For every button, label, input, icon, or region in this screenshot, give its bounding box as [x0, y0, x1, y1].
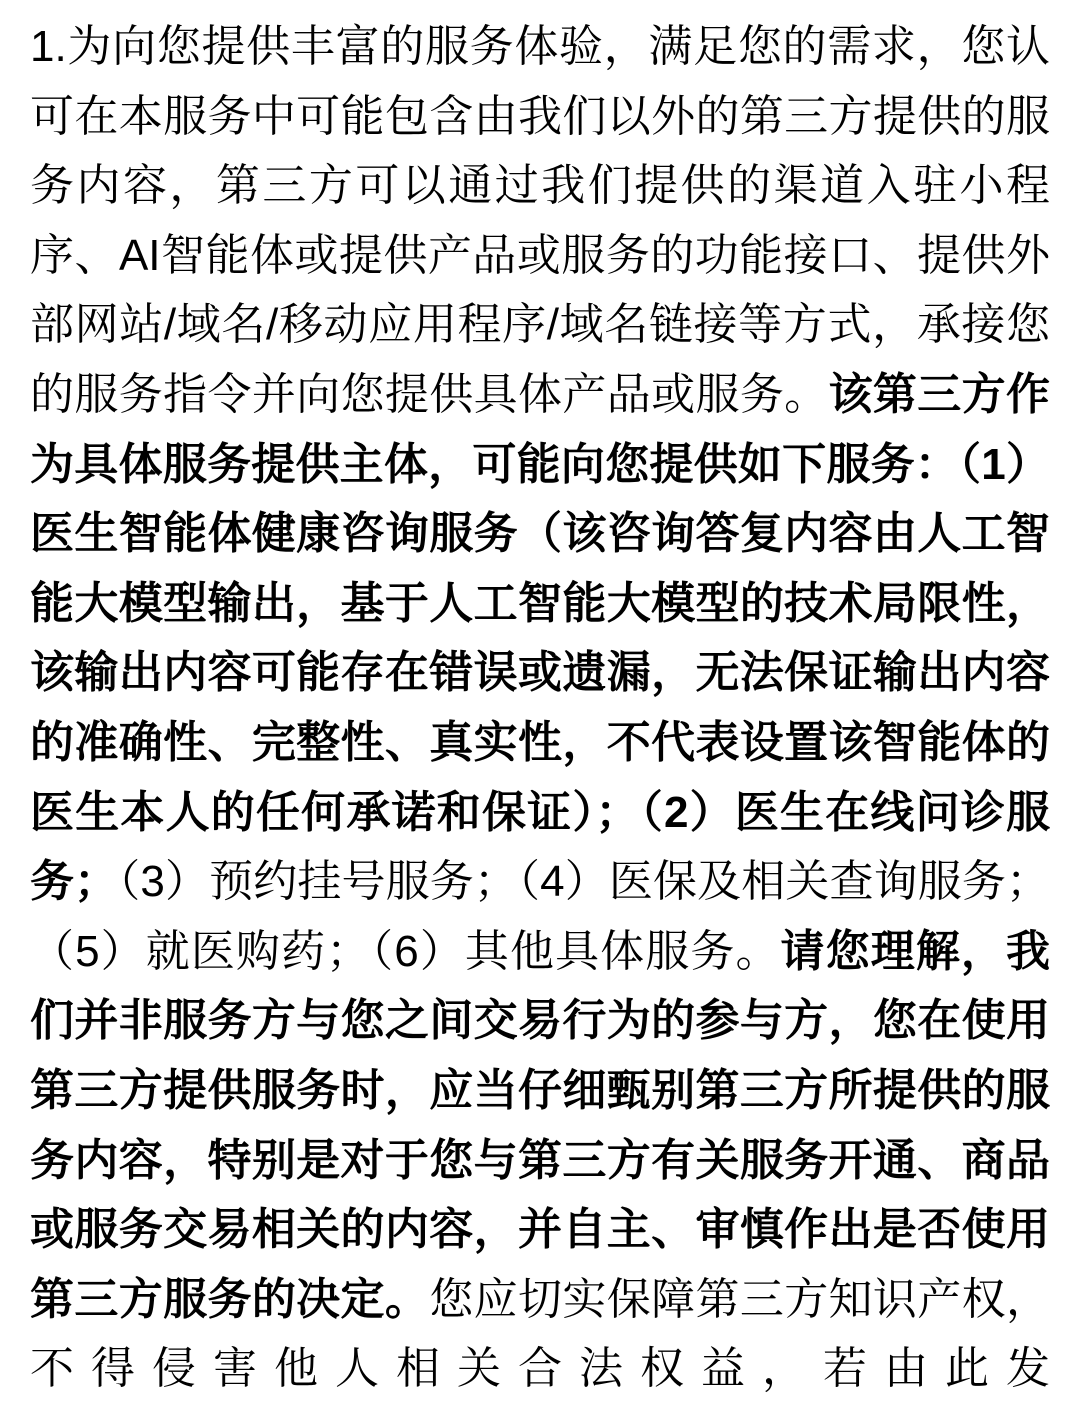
- agreement-paragraph: [30, 12, 1050, 1404]
- terms-text-segment: （3）预约挂号服务；（4）医保及相关查询服务；（5）就医购药；（6）其他具体服务。: [30, 857, 1050, 976]
- terms-text-segment: 1.为向您提供丰富的服务体验，满足您的需求，您认可在本服务中可能包含由我们以外的第三方提供的服务内容，第三方可以通过我们提供的渠道入驻小程序、AI智能体或提供产品或服务的功能接口、提供外部网站/域名/移动应用程序/域名链接等方式，承接您的服务指令并向您提供具体产品或服务。: [30, 22, 1050, 419]
- terms-text-segment-bold: 该第三方作为具体服务提供主体，可能向您提供如下服务：（1）医生智能体健康咨询服务（该咨询答复内容由人工智能大模型输出，基于人工智能大模型的技术局限性，该输出内容可能存在错误或遗漏，无法保证输出内容的准确性、完整性、真实性，不代表设置该智能体的医生本人的任何承诺和保证）；（2）医生在线问诊服务；: [30, 369, 1051, 907]
- terms-text-segment-bold: 请您理解，我们并非服务方与您之间交易行为的参与方，您在使用第三方提供服务时，应当仔细甄别第三方所提供的服务内容，特别是对于您与第三方有关服务开通、商品或服务交易相关的内容，并自主、审慎作出是否使用第三方服务的决定。: [30, 926, 1050, 1324]
- terms-text-segment: 您应切实保障第三方知识产权，不得侵害他人相关合法权益，若由此发: [30, 1274, 1051, 1394]
